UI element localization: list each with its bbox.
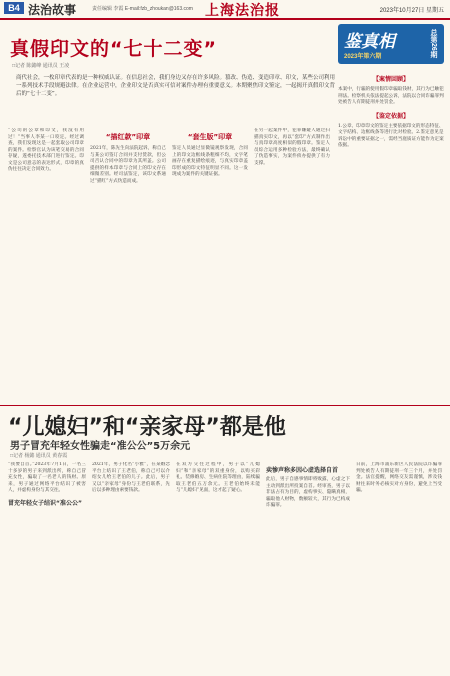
article1-byline: □记者 陈懿峰 通讯员 王凌	[12, 63, 70, 69]
article2-subhead-2: 卖惨声称多因心虚选择自首	[266, 467, 339, 474]
page-header	[0, 0, 450, 20]
article1-lead: 商代社会，一枚印章代表的是一种权威认证。在信息社会，我们身边又存在许多风险。篡改、伪造、变造印章、印文，某些公司利用一系列技术手段规避法律。在企业运营中，企业印文是否真实可信对案件办理有重要意义。本期聚焦印文鉴定，一起揭开真假印文背后的“七十二变”。	[16, 75, 336, 97]
article2-headline: “儿媳妇”和“亲家母”都是他	[8, 415, 286, 440]
article2-subheadline: 男子冒充年轻女性骗走“准公公”5万余元	[10, 441, 191, 452]
article1-subhead-2: “套生版”印章	[187, 133, 233, 141]
article1-column-4: 在另一起案件中，犯罪嫌疑人通过扫描真实印文，再以“套印”方式制作出与真印章高度相似的假印章。鉴定人员综合运用多种检验方法，最终确认了伪造事实，为案件侦办提供了有力支撑。	[254, 128, 330, 166]
sidebar-title-2: 【鉴定依据】	[372, 113, 409, 120]
sidebar-text-2: 1.公章、印章印文的鉴定主要依据印文的形态特征、文字结构、边框线条等进行比对检验。2.鉴定意见是诉讼中的重要证据之一，需经当庭质证方能作为定案依据。	[338, 123, 444, 148]
article1-subhead-1: “描红款”印章	[105, 133, 151, 141]
article1-column-2: “描红款”印章 2021年，陈先生向法院起诉，称自己与某公司签订合同并支付货款，但公司否认合同中的印章为其所盖。公司提供的样本印章与合同上的印文存在细微差别。经司法鉴定，该印文系通过“描红”方式伪造而成。	[90, 133, 166, 184]
article2-column-4: 卖惨声称多因心虚选择自首 此后，男子自感事情即将败露，心虚之下主动到派出所投案自首。经审查，男子以非法占有为目的，虚构事实、隐瞒真相，骗取他人财物，数额较大，其行为已构成诈骗罪。	[266, 467, 350, 508]
article1-column-1: “公司的公章和印文，我没有用过！”当事人李某一口咬定。经过调查，我们发现这是一起套取公司印章的案件。检察官认为该笔交易的合同存疑，遂委托技术部门进行鉴定。印文是公司意志的表达形式，印章的真伪往往决定合同效力。	[8, 128, 84, 172]
article2-column-1: “我要自首。”2023年7月1日，一名三十多岁的男子来到派出所，称自己冒充女性，骗取了一名老人的钱财。原来，男子通过网络平台结识了被害人，并虚构身份与其交往。 冒充年轻女子结识“准公公”	[8, 462, 86, 507]
badge-issue: 2023年第六期	[344, 54, 382, 60]
issue-date: 2023年10月27日 星期五	[379, 8, 444, 14]
article2-column-2: 2021年，男子化名“小雅”，在某婚恋平台上结识了王老伯，称自己可以介绍女儿给王老伯的儿子。此后，男子又以“亲家母”身份与王老伯联系，先后以多种理由索要钱款。	[92, 462, 170, 493]
section-title: 法治故事	[28, 3, 77, 17]
badge-total: 总第26期	[430, 29, 437, 58]
column-badge	[338, 24, 444, 64]
article2-column-5: 日前，上海市浦东新区人民法院以诈骗罪判处被告人有期徒刑一年三个月，并处罚金。法官提醒，网络交友需谨慎，涉及钱财往来时务必核实对方身份，避免上当受骗。	[356, 462, 442, 493]
article1-column-3: “套生版”印章 鉴定人员通过显微镜观察发现，合同上的印文边框线条粗细不均，文字笔画存在重复描绘痕迹，与真实印章盖印形成的印文特征明显不同。这一发现成为案件的关键证据。	[172, 133, 248, 177]
article2-byline: □记者 杨懿 通讯员 黄春霞	[10, 453, 68, 459]
sidebar-title-1: 【案情回顾】	[372, 77, 409, 83]
article1-headline: 真假印文的“七十二变”	[10, 38, 217, 60]
article2-subhead-1: 冒充年轻女子结识“准公公”	[8, 499, 82, 507]
newspaper-masthead: 上海法治报	[205, 4, 280, 19]
article2-column-3: 在双方交往过程中，男子以“儿媳妇”和“亲家母”的双重身份，以购买彩礼、装修婚房、生病住院等理由，陆续骗取王老伯五万余元。王老伯始终未能与“儿媳妇”见面，这才起了疑心。	[176, 462, 260, 493]
sidebar-box	[338, 70, 444, 400]
page-number: B4	[4, 2, 24, 14]
sidebar-text-1: 本案中，行骗的使用假印章骗取钱财，其行为已触犯刑法。检察机关依法提起公诉，法院以合同诈骗罪判处被告人有期徒刑并处罚金。	[338, 87, 444, 105]
editor-info: 责任编辑 李霞 E-mail:fzb_zhoukan@163.com	[92, 6, 193, 12]
section-divider	[0, 405, 450, 406]
badge-title: 鉴真相	[344, 32, 395, 52]
